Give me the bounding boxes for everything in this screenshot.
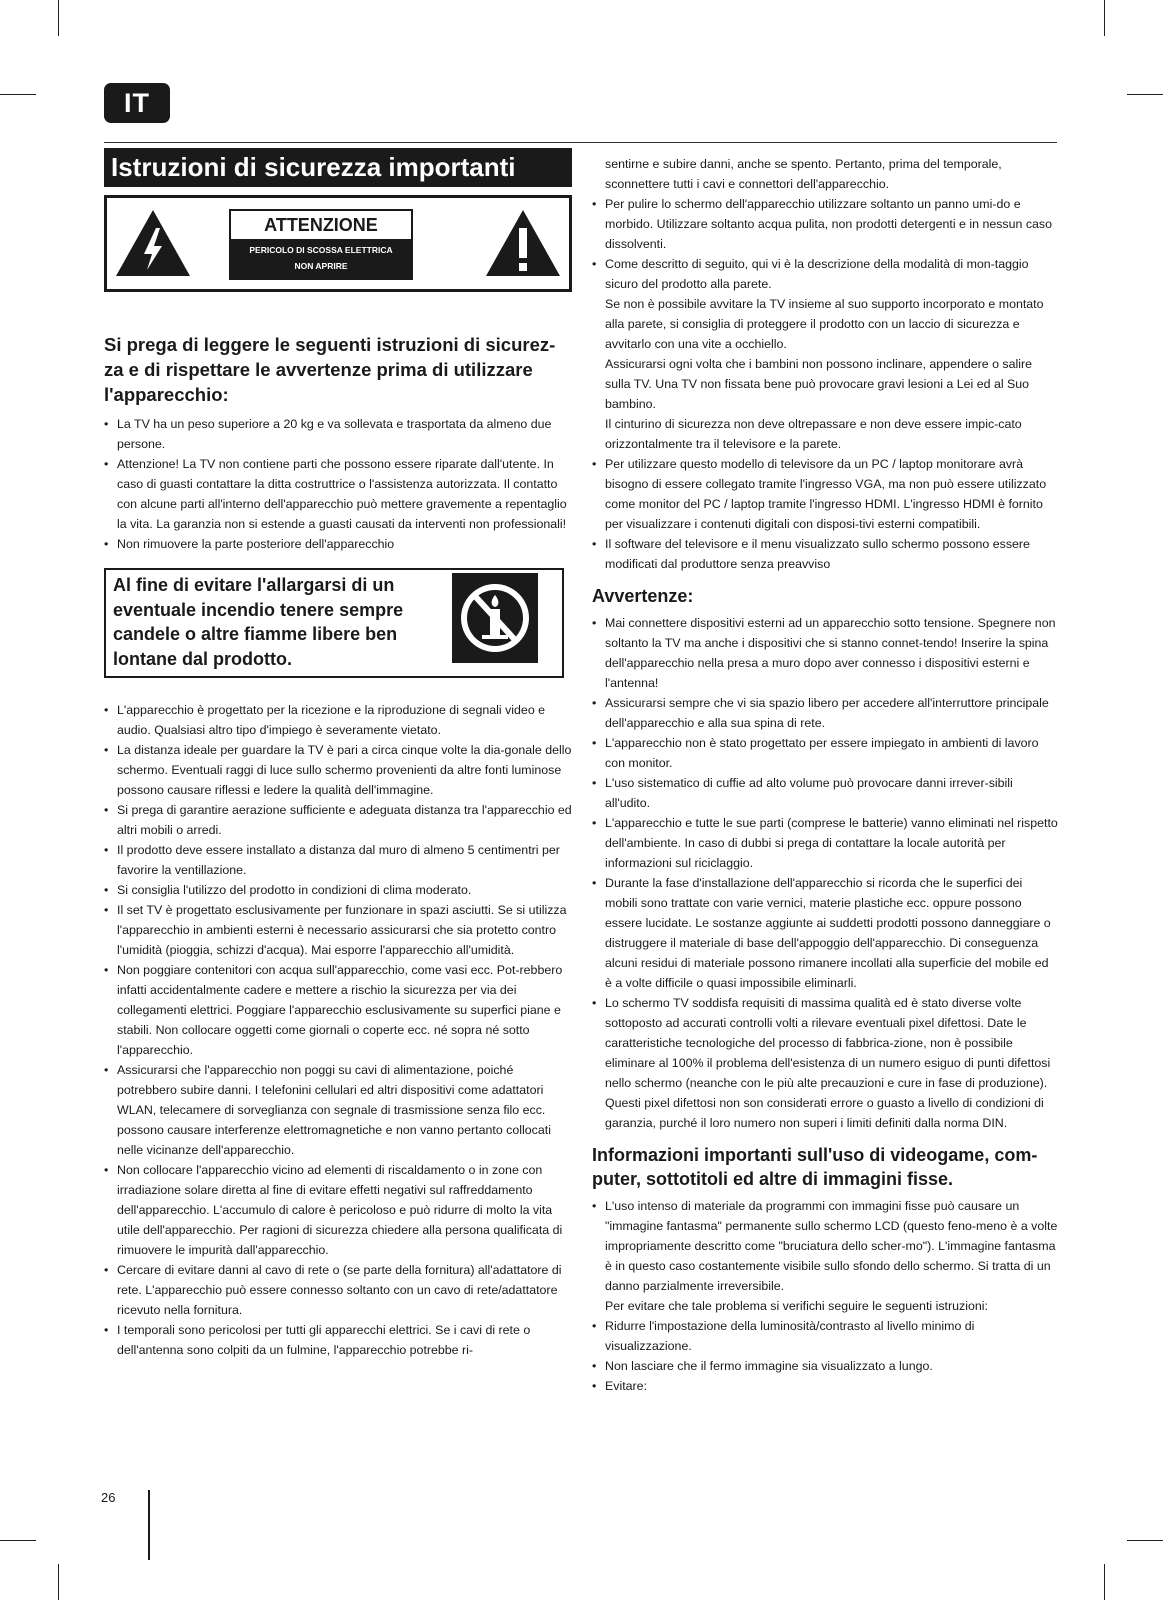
page-title: Istruzioni di sicurezza importanti bbox=[104, 148, 572, 187]
warning-line-2: NON APRIRE bbox=[294, 261, 348, 271]
info-paragraph: Per evitare che tale problema si verifichi seguire le seguenti istruzioni: bbox=[605, 1299, 988, 1313]
list-item: • Lo schermo TV soddisfa requisiti di massima qualità ed è stato diverse volte sottoposto ad accurati controlli volti a rilevare eventuali pixel difettosi. Date le caratteristiche tecnologiche del processo di fabbrica-zione, non è possibile eliminare al 100% il problema dell'esistenza di un numero esiguo di punti difettosi nello schermo (neanche con le più alte precauzioni e cure in fase di produzione). Questi pixel difettosi non son considerati errore o guasto a livello di condizioni di garanzia, purché il loro numero non superi i limiti definiti dalla norma DIN. bbox=[592, 993, 1058, 1133]
no-open-flame-icon bbox=[452, 573, 538, 663]
right-column bbox=[592, 154, 1058, 1396]
warnings-heading: Avvertenze: bbox=[592, 586, 694, 606]
electric-shock-warning bbox=[104, 195, 572, 292]
language-badge: IT bbox=[104, 83, 170, 123]
warning-line-1: PERICOLO DI SCOSSA ELETTRICA bbox=[249, 245, 393, 255]
crop-mark bbox=[1104, 0, 1105, 36]
right-safety-list bbox=[592, 154, 1058, 574]
list-item: • Assicurarsi che l'apparecchio non poggi su cavi di alimentazione, poiché potrebbero subire danni. I telefonini cellulari ed altri dispositivi come adattatori WLAN, telecamere di sorveglianza con segnale di trasmissione senza filo ecc. possono causare interferenze elettromagnetiche e non vanno pertanto collocati nelle vicinanze dell'apparecchio. bbox=[104, 1060, 572, 1160]
list-item: • Non poggiare contenitori con acqua sull'apparecchio, come vasi ecc. Pot-rebbero infatti accidentalmente cadere e mettere a rischio la sicurezza per via dei collegamenti elettrici. Poggiare l'apparecchio esclusivamente su superfici piane e stabili. Non collocare oggetti come giornali o coperte ecc. né sopra né sotto l'apparecchio. bbox=[104, 960, 572, 1060]
list-item: • Durante la fase d'installazione dell'apparecchio si ricorda che le superfici dei mobili sono trattate con varie vernici, materie plastiche ecc. oppure possono essere lucidate. Le sostanze aggiunte ai suddetti prodotti possono danneggiare o distruggere il materiale di base dell'appoggio dell'apparecchio. Di conseguenza alcuni residui di materiale possono rimanere incollati alla superficie del mobile ed è a volte difficile o quasi impossibile eliminarli. bbox=[592, 873, 1058, 993]
mount-paragraph: Il cinturino di sicurezza non deve oltrepassare e non deve essere impic-cato orizzontalmente tra il televisore e la parete. bbox=[605, 417, 1022, 451]
list-item: • L'uso intenso di materiale da programmi con immagini fisse può causare un "immagine fantasma" permanente sullo schermo LCD (questo feno-meno è a volte impropriamente descritto come "bruciatura dello scher-mo"). L'immagine fantasma è in questo caso costantemente visibile sullo sfondo dello schermo. Si tratta di un danno parzialmente irreversibile. bbox=[592, 1196, 1058, 1296]
warning-subtext bbox=[231, 239, 411, 278]
left-column bbox=[104, 148, 572, 1360]
list-item: • Ridurre l'impostazione della luminosità/contrasto al livello minimo di visualizzazione. bbox=[592, 1316, 1058, 1356]
list-item: • Non rimuovere la parte posteriore dell'apparecchio bbox=[104, 534, 572, 554]
mount-paragraph: Se non è possibile avvitare la TV insieme al suo supporto incorporato e montato alla parete, si consiglia di proteggere il prodotto con un laccio di sicurezza e avvitarlo con una vite a occhiello. bbox=[605, 297, 1044, 351]
intro-list bbox=[104, 414, 572, 554]
fire-warning-box bbox=[104, 568, 564, 678]
list-item: • Evitare: bbox=[592, 1376, 1058, 1396]
crop-mark bbox=[0, 1540, 36, 1541]
list-item: • Il software del televisore e il menu visualizzato sullo schermo possono essere modificati dal produttore senza preavviso bbox=[592, 534, 1058, 574]
crop-mark bbox=[1104, 1564, 1105, 1600]
list-item: • Mai connettere dispositivi esterni ad un apparecchio sotto tensione. Spegnere non soltanto la TV ma anche i dispositivi che si stanno connet-tendo! Inserire la spina dell'apparecchio nella presa a muro dopo aver connesso i dispositivi esterni e l'antenna! bbox=[592, 613, 1058, 693]
list-item: • L'apparecchio è progettato per la ricezione e la riproduzione di segnali video e audio. Qualsiasi altro tipo d'impiego è severamente vietato. bbox=[104, 700, 572, 740]
list-item: • L'apparecchio e tutte le sue parti (comprese le batterie) vanno eliminati nel rispetto dell'ambiente. In caso di dubbi si prega di contattare la locale autorità per informazioni sul riciclaggio. bbox=[592, 813, 1058, 873]
crop-mark bbox=[1127, 94, 1163, 95]
intro-heading: Si prega di leggere le seguenti istruzioni di sicurez-za e di rispettare le avvertenze prima di utilizzare l'apparecchio: bbox=[104, 334, 556, 405]
list-item: • La TV ha un peso superiore a 20 kg e va sollevata e trasportata da almeno due persone. bbox=[104, 414, 572, 454]
list-item: • L'apparecchio non è stato progettato per essere impiegato in ambienti di lavoro con monitor. bbox=[592, 733, 1058, 773]
lightning-triangle-icon bbox=[114, 208, 192, 278]
list-item: • I temporali sono pericolosi per tutti gli apparecchi elettrici. Se i cavi di rete o dell'antenna sono colpiti da un fulmine, l'apparecchio potrebbe ri- bbox=[104, 1320, 572, 1360]
warnings-list bbox=[592, 613, 1058, 1133]
warning-heading: ATTENZIONE bbox=[264, 215, 378, 235]
list-item: • Attenzione! La TV non contiene parti che possono essere riparate dall'utente. In caso di guasti contattare la ditta costruttrice o l'assistenza autorizzata. Il contatto con alcune parti all'interno dell'apparecchio può mettere gravemente a repentaglio la vita. La garanzia non si estende a guasti causati da interventi non professionali! bbox=[104, 454, 572, 534]
footer-rule bbox=[148, 1490, 150, 1560]
list-item-continuation: sentirne e subire danni, anche se spento. Pertanto, prima del temporale, sconnettere tutti i cavi e connettori dell'apparecchio. bbox=[605, 157, 1002, 191]
crop-mark bbox=[58, 0, 59, 36]
list-item: • La distanza ideale per guardare la TV è pari a circa cinque volte la dia-gonale dello schermo. Eventuali raggi di luce sullo schermo provenienti da altre fonti luminose possono causare riflessi e ledere la qualità dell'immagine. bbox=[104, 740, 572, 800]
crop-mark bbox=[0, 94, 36, 95]
exclamation-triangle-icon bbox=[484, 208, 562, 278]
header-rule bbox=[104, 142, 1057, 143]
list-item: • Non lasciare che il fermo immagine sia visualizzato a lungo. bbox=[592, 1356, 1058, 1376]
warning-label bbox=[229, 209, 413, 280]
list-item: • Cercare di evitare danni al cavo di rete o (se parte della fornitura) all'adattatore di rete. L'apparecchio può essere connesso soltanto con un cavo di rete/adattatore ricevuto nella fornitura. bbox=[104, 1260, 572, 1320]
list-item: • Il set TV è progettato esclusivamente per funzionare in spazi asciutti. Se si utilizza l'apparecchio in ambienti esterni è necessario assicurarsi che sia protetto contro l'umidità (pioggia, schizzi d'acqua). Mai esporre l'apparecchio all'umidità. bbox=[104, 900, 572, 960]
left-safety-list bbox=[104, 700, 572, 1360]
info-list bbox=[592, 1196, 1058, 1396]
list-item: • L'uso sistematico di cuffie ad alto volume può provocare danni irrever-sibili all'udito. bbox=[592, 773, 1058, 813]
list-item: • Si prega di garantire aerazione sufficiente e adeguata distanza tra l'apparecchio ed altri mobili o arredi. bbox=[104, 800, 572, 840]
mount-paragraph: Assicurarsi ogni volta che i bambini non possono inclinare, appendere o salire sulla TV. Una TV non fissata bene può provocare gravi lesioni a Lei ed al Suo bambino. bbox=[605, 357, 1033, 411]
crop-mark bbox=[1127, 1540, 1163, 1541]
list-item: • Come descritto di seguito, qui vi è la descrizione della modalità di mon-taggio sicuro del prodotto alla parete. bbox=[592, 254, 1058, 294]
fire-warning-text: Al fine di evitare l'allargarsi di un eventuale incendio tenere sempre candele o altre fiamme libere ben lontane dal prodotto. bbox=[113, 575, 404, 669]
list-item: • Assicurarsi sempre che vi sia spazio libero per accedere all'interruttore principale dell'apparecchio e alla sua spina di rete. bbox=[592, 693, 1058, 733]
info-heading: Informazioni importanti sull'uso di videogame, com-puter, sottotitoli ed altre di immagini fisse. bbox=[592, 1145, 1038, 1189]
page-number: 26 bbox=[101, 1490, 116, 1505]
list-item: • Per utilizzare questo modello di televisore da un PC / laptop monitorare avrà bisogno di essere collegato tramite l'ingresso VGA, ma non può essere utilizzato come monitor del PC / laptop tramite l'ingresso HDMI. L'ingresso HDMI è fornito per visualizzare i contenuti digitali con disposi-tivi esterni compatibili. bbox=[592, 454, 1058, 534]
list-item: • Il prodotto deve essere installato a distanza dal muro di almeno 5 centimentri per favorire la ventillazione. bbox=[104, 840, 572, 880]
crop-mark bbox=[58, 1564, 59, 1600]
list-item: • Non collocare l'apparecchio vicino ad elementi di riscaldamento o in zone con irradiazione solare diretta al fine di evitare effetti negativi sul raffreddamento dell'apparecchio. L'accumulo di calore è pericoloso e può ridurre di molto la vita utile dell'apparecchio. Per ragioni di sicurezza chiedere alla persona qualificata di rimuovere le impurità dall'apparecchio. bbox=[104, 1160, 572, 1260]
list-item: • Per pulire lo schermo dell'apparecchio utilizzare soltanto un panno umi-do e morbido. Utilizzare soltanto acqua pulita, non prodotti detergenti e in nessun caso dissolventi. bbox=[592, 194, 1058, 254]
list-item: • Si consiglia l'utilizzo del prodotto in condizioni di clima moderato. bbox=[104, 880, 572, 900]
